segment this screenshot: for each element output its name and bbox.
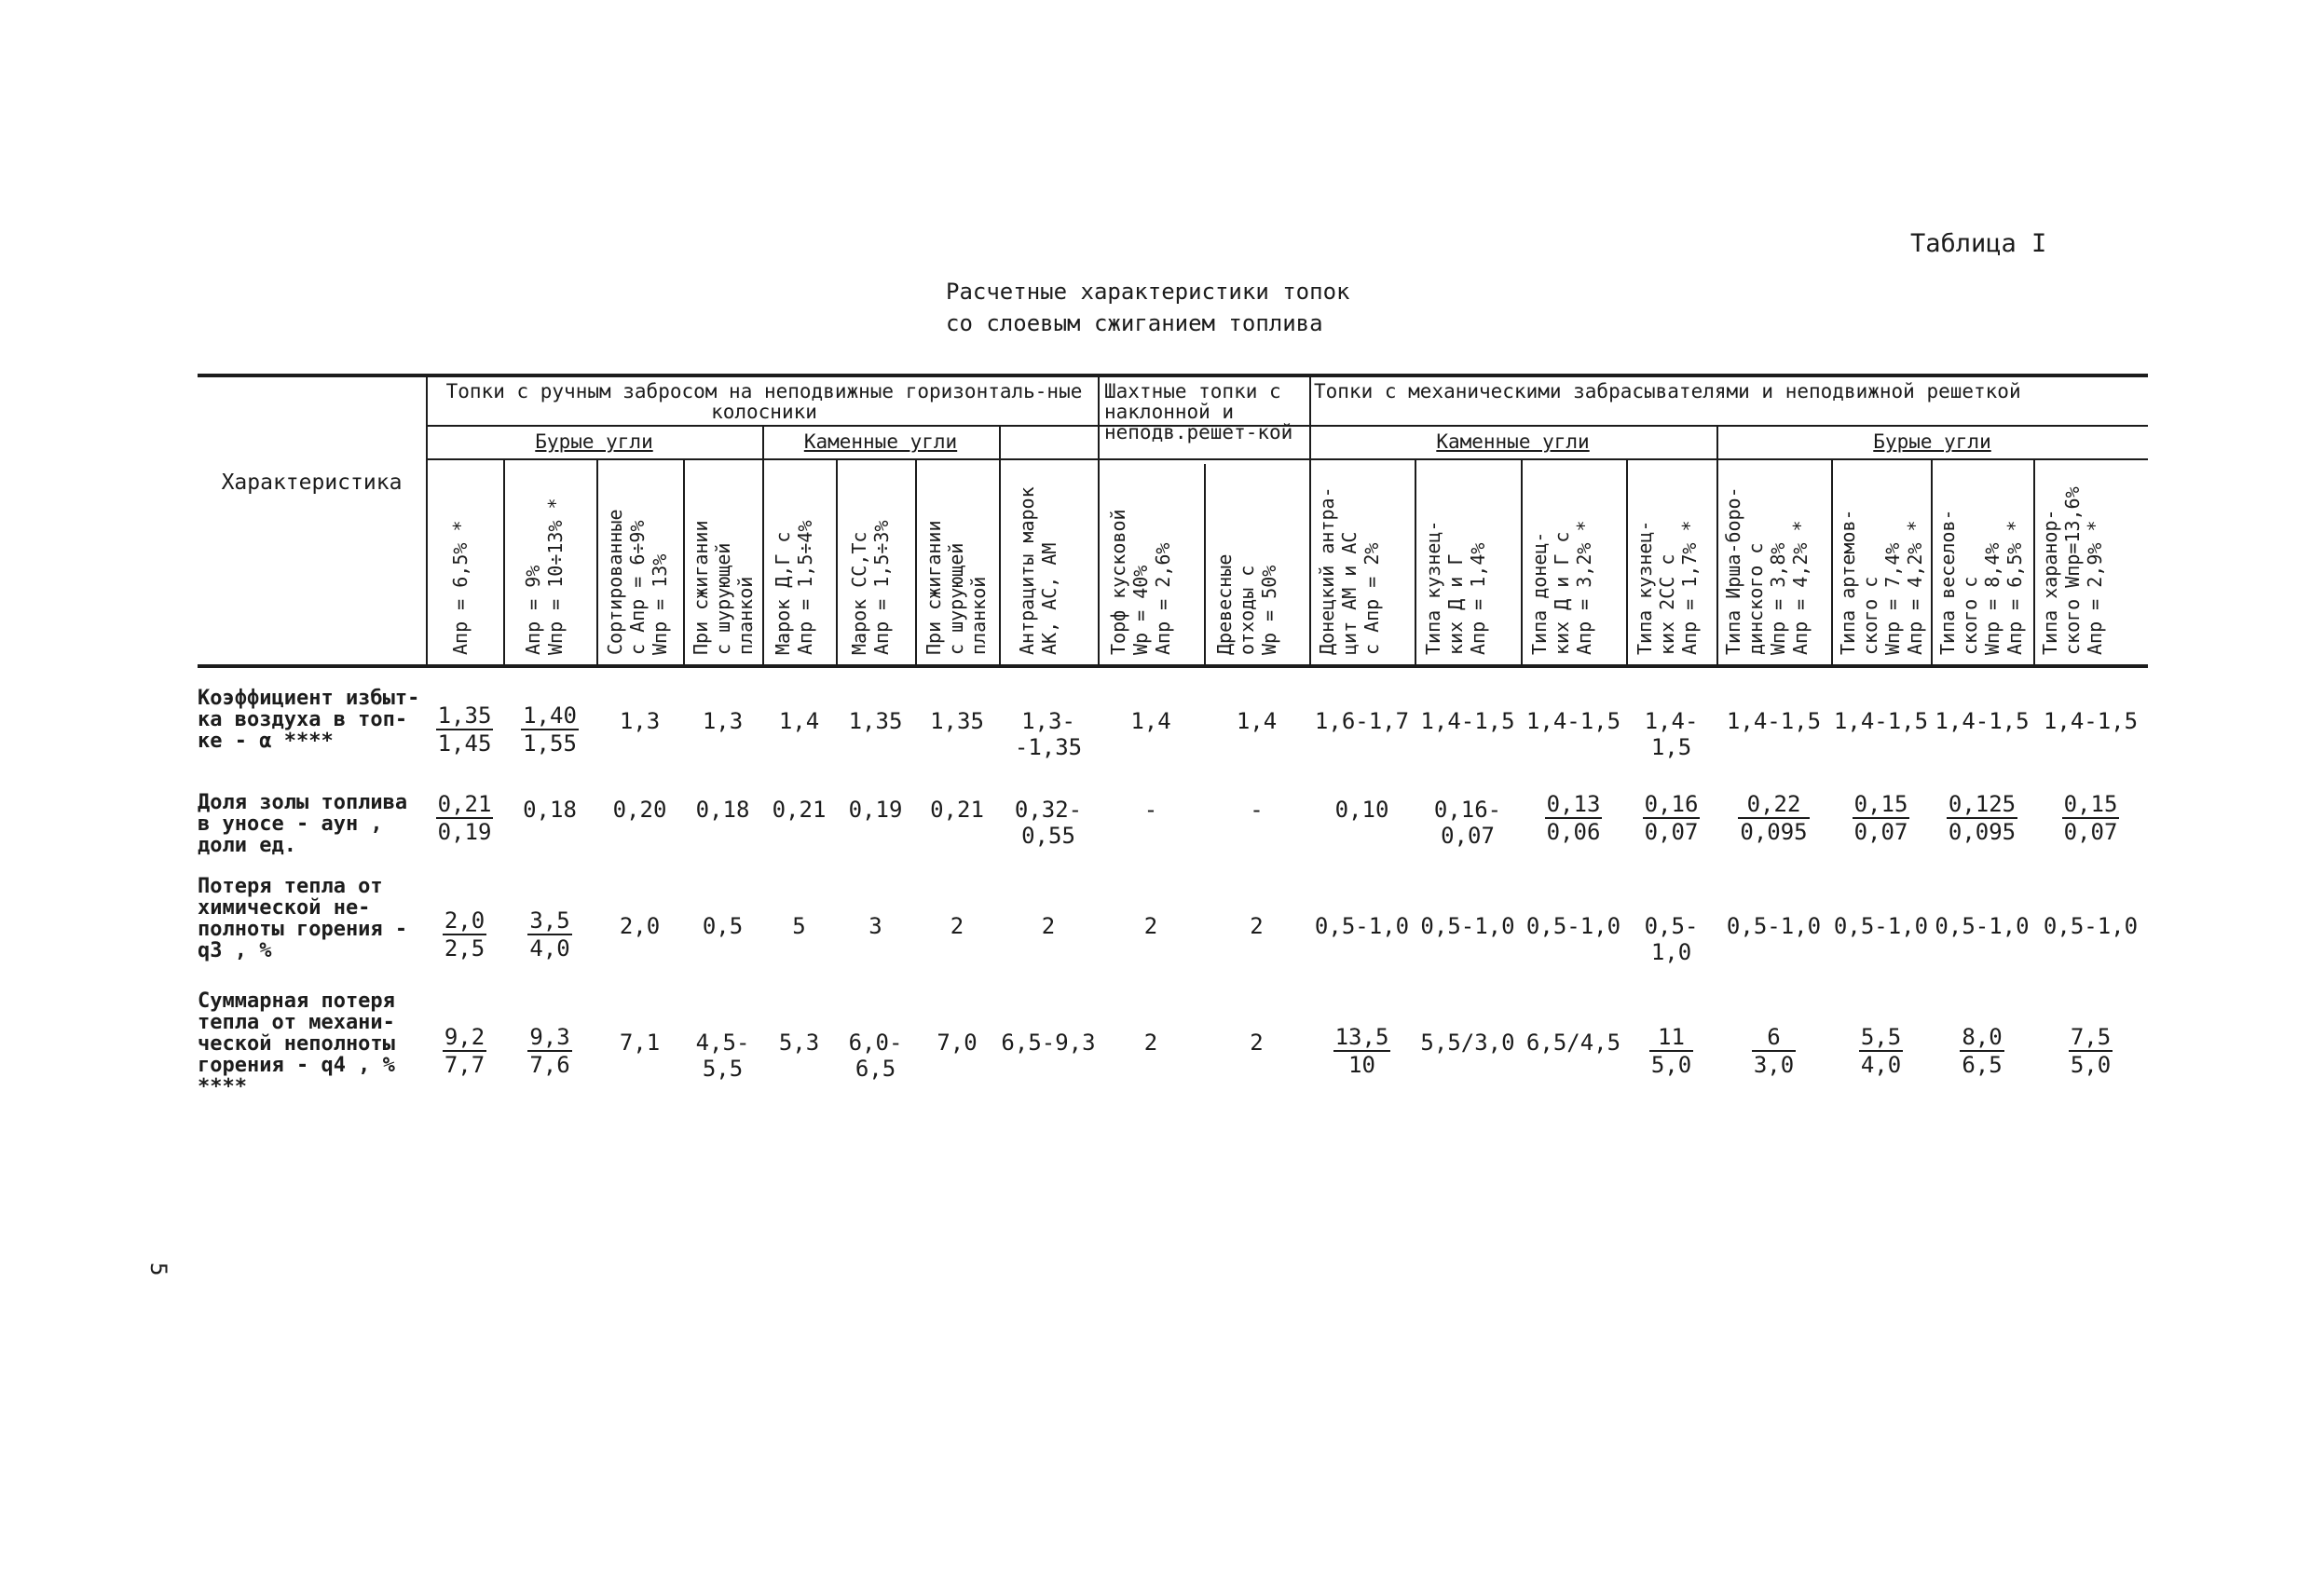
col-divider	[426, 374, 428, 664]
column-header: Типа кузнец- ких 2СС с Aпр = 1,7% *	[1634, 520, 1701, 655]
fraction-numerator: 8,0	[1962, 1024, 2003, 1050]
table-cell: 0,5-1,0	[1833, 913, 1929, 939]
table-number: Таблица I	[1910, 229, 2047, 258]
col-divider	[836, 458, 838, 664]
table-cell	[503, 1024, 596, 1078]
col-divider	[762, 425, 764, 664]
table-cell: 0,5-1,0	[1525, 913, 1621, 939]
table-cell	[1626, 1024, 1716, 1078]
col-divider	[503, 458, 505, 664]
table-cell: 1,6-1,7	[1314, 708, 1410, 734]
column-header: Марок СС,Тс Aпр = 1,5÷3%	[848, 520, 893, 655]
table-cell: 1,35	[930, 708, 984, 734]
fraction-denominator: 5,0	[1650, 1052, 1692, 1078]
header-characteristic: Характеристика	[221, 471, 403, 495]
table-cell	[1931, 1024, 2033, 1078]
column-header: При сжигании с шурующей планкой	[923, 520, 990, 655]
table-cell: 0,21	[772, 797, 827, 823]
column-header: Типа артемов- ского с Wпр = 7,4% Aпр = 4,2% *	[1837, 509, 1926, 655]
fraction-denominator: 7,6	[529, 1052, 570, 1078]
rule-header-bottom	[198, 664, 2148, 668]
col-divider	[683, 458, 685, 664]
table-cell: 1,3	[702, 708, 744, 734]
table-cell: 1,4-1,5	[1644, 708, 1699, 760]
column-header: Типа донец- ких Д и Г с Aпр = 3,2% *	[1528, 520, 1595, 655]
col-divider	[1716, 425, 1718, 664]
table-cell: 0,5-1,0	[1420, 913, 1515, 939]
table-cell: 2	[1041, 913, 1056, 939]
table-cell	[1626, 791, 1716, 845]
table-cell: 3	[868, 913, 882, 939]
fraction-denominator: 10	[1348, 1052, 1375, 1078]
table-cell	[426, 703, 503, 757]
table-cell: 1,4-1,5	[1726, 708, 1822, 734]
table-cell: 4,5-5,5	[695, 1030, 750, 1082]
side-page-number: 5	[145, 1262, 171, 1276]
table-cell	[1716, 791, 1831, 845]
fraction-denominator: 0,07	[1644, 819, 1699, 845]
fraction-denominator: 1,55	[523, 730, 577, 757]
table-cell: 2	[1250, 913, 1264, 939]
fraction-denominator: 1,45	[437, 730, 492, 757]
table-cell: 0,18	[695, 797, 750, 823]
table-cell: 7,0	[937, 1030, 978, 1056]
table-cell: 7,1	[619, 1030, 661, 1056]
column-header: Aпр = 6,5% *	[449, 520, 472, 655]
table-cell: 0,5	[702, 913, 744, 939]
table-cell: 1,4-1,5	[1935, 708, 2030, 734]
col-divider	[596, 458, 598, 664]
table-cell: 6,5-9,3	[1001, 1030, 1096, 1056]
column-header: Типа Ирша-боро- динского с Wпр = 3,8% Aпр = 4,2% *	[1722, 486, 1812, 655]
table-cell: 0,5-1,0	[1644, 913, 1699, 965]
fraction-numerator: 1,35	[437, 703, 492, 729]
fraction-denominator: 0,095	[1948, 819, 2017, 845]
column-header: Антрациты марок АК, АС, АМ	[1016, 486, 1060, 655]
fraction-numerator: 0,16	[1644, 791, 1699, 817]
rule-top	[198, 374, 2148, 377]
column-header: Типа веселов- ского с Wпр = 8,4% Aпр = 6,5% *	[1936, 509, 2026, 655]
fraction-numerator: 9,2	[444, 1024, 485, 1050]
fraction-denominator: 0,06	[1546, 819, 1601, 845]
table-cell: 1,4-1,5	[1525, 708, 1621, 734]
table-cell: 2	[950, 913, 964, 939]
column-header: Древесные отходы с Wр = 50%	[1213, 553, 1280, 655]
col-divider	[915, 458, 917, 664]
subgroup-brown-mech: Бурые угли	[1873, 430, 1991, 453]
fraction-denominator: 5,0	[2070, 1052, 2112, 1078]
table-cell	[426, 791, 503, 845]
column-header: Типа кузнец- ких Д и Г Aпр = 1,4%	[1422, 520, 1489, 655]
fraction-numerator: 0,21	[437, 791, 492, 817]
title-line-2: со слоевым сжиганием топлива	[946, 310, 1323, 336]
table-cell: 1,4	[1130, 708, 1171, 734]
table-cell	[1831, 791, 1931, 845]
col-divider	[1309, 374, 1311, 664]
table-cell: 0,18	[523, 797, 577, 823]
table-cell: -	[1250, 797, 1264, 823]
fraction-denominator: 3,0	[1753, 1052, 1795, 1078]
table-cell: 0,5-1,0	[2043, 913, 2139, 939]
table-cell	[1309, 1024, 1415, 1078]
table-cell: 1,4-1,5	[1420, 708, 1515, 734]
table-cell: 0,20	[612, 797, 667, 823]
fraction-denominator: 0,19	[437, 819, 492, 845]
table-cell: 5	[792, 913, 806, 939]
fraction-denominator: 6,5	[1962, 1052, 2003, 1078]
column-header: Типа харанор- ского Wпр=13,6% Aпр = 2,9% *	[2039, 486, 2106, 655]
table-cell	[2033, 1024, 2148, 1078]
table-cell: 1,4-1,5	[2043, 708, 2139, 734]
fraction-numerator: 0,15	[2063, 791, 2118, 817]
table-cell	[503, 703, 596, 757]
row-label: Потеря тепла от химической не-полноты горения - q3 , %	[198, 875, 408, 962]
table-cell	[1521, 791, 1626, 845]
table-cell: 2,0	[619, 913, 661, 939]
table-cell: 0,16-0,07	[1433, 797, 1502, 849]
fraction-numerator: 13,5	[1334, 1024, 1389, 1050]
col-divider	[1415, 458, 1416, 664]
column-header: При сжигании с шурующей планкой	[690, 520, 757, 655]
table-cell: 2	[1143, 1030, 1158, 1056]
fraction-numerator: 3,5	[529, 907, 570, 934]
table-cell	[426, 1024, 503, 1078]
fraction-numerator: 0,15	[1853, 791, 1908, 817]
fraction-numerator: 0,125	[1948, 791, 2017, 817]
fraction-numerator: 7,5	[2070, 1024, 2112, 1050]
table-cell: 2	[1143, 913, 1158, 939]
col-divider	[1204, 464, 1206, 664]
title-line-1: Расчетные характеристики топок	[946, 279, 1350, 305]
table-cell: 0,5-1,0	[1726, 913, 1822, 939]
table-cell	[1931, 791, 2033, 845]
column-header: Донецкий антра- цит АМ и АС с Aпр = 2%	[1316, 486, 1383, 655]
col-divider	[1931, 458, 1933, 664]
group-shaft: Шахтные топки с наклонной и неподв.решет-кой	[1104, 380, 1293, 443]
table-cell: 0,19	[848, 797, 903, 823]
fraction-numerator: 2,0	[444, 907, 485, 934]
column-header: Сортированные с Aпр = 6÷9% Wпр = 13%	[604, 509, 671, 655]
row-label: Суммарная потеря тепла от механи-ческой неполноты горения - q4 , % ****	[198, 989, 395, 1098]
table-cell: 5,5/3,0	[1420, 1030, 1515, 1056]
row-label: Коэффициент избыт-ка воздуха в топ-ке - α ****	[198, 687, 420, 753]
row-label: Доля золы топлива в уносе - aун , доли ед.	[198, 791, 408, 857]
table-cell: 1,4-1,5	[1833, 708, 1929, 734]
fraction-numerator: 11	[1649, 1024, 1693, 1052]
table-cell: 6,0-6,5	[848, 1030, 903, 1082]
table-cell: 6,5/4,5	[1525, 1030, 1621, 1056]
subgroup-stone-mech: Каменные угли	[1436, 430, 1590, 453]
table-cell	[503, 907, 596, 962]
table-cell	[426, 907, 503, 962]
fraction-denominator: 4,0	[1860, 1052, 1902, 1078]
fraction-numerator: 9,3	[529, 1024, 570, 1050]
table-cell: 2	[1250, 1030, 1264, 1056]
fraction-denominator: 0,07	[1853, 819, 1908, 845]
col-divider	[1626, 458, 1628, 664]
subgroup-stone-manual: Каменные угли	[803, 430, 958, 453]
fraction-numerator: 5,5	[1860, 1024, 1902, 1050]
table-cell: 1,4	[1236, 708, 1278, 734]
table-cell: 0,5-1,0	[1314, 913, 1410, 939]
group-manual-grate: Топки с ручным забросом на неподвижные горизонталь-ные колосники	[445, 380, 1083, 423]
column-header: Торф кусковой Wр = 40% Aпр = 2,6%	[1107, 509, 1174, 655]
col-divider	[1831, 458, 1833, 664]
table-cell	[2033, 791, 2148, 845]
table-cell: -	[1143, 797, 1158, 823]
table-title	[946, 276, 1430, 339]
col-divider	[999, 425, 1001, 664]
table-cell: 1,3--1,35	[1014, 708, 1083, 760]
fraction-denominator: 7,7	[444, 1052, 485, 1078]
table-cell	[1716, 1024, 1831, 1078]
fraction-denominator: 4,0	[529, 935, 570, 962]
col-divider	[1098, 374, 1100, 664]
column-header: Aпр = 9% Wпр = 10÷13% *	[522, 498, 567, 655]
fraction-numerator: 0,13	[1546, 791, 1601, 817]
table-cell: 0,21	[930, 797, 984, 823]
table-cell: 0,10	[1334, 797, 1389, 823]
group-mechanical: Топки с механическими забрасывателями и неподвижной решеткой	[1314, 380, 2021, 402]
table-cell: 1,3	[619, 708, 661, 734]
col-divider	[2033, 458, 2035, 664]
fraction-denominator: 0,07	[2063, 819, 2118, 845]
table-cell: 1,4	[778, 708, 820, 734]
table-cell: 1,35	[848, 708, 903, 734]
fraction-numerator: 0,22	[1738, 791, 1809, 819]
fraction-denominator: 2,5	[444, 935, 485, 962]
fraction-numerator: 6	[1752, 1024, 1796, 1052]
table-cell: 0,32-0,55	[1014, 797, 1083, 849]
table-cell: 0,5-1,0	[1935, 913, 2030, 939]
table-cell	[1831, 1024, 1931, 1078]
table-cell: 5,3	[778, 1030, 820, 1056]
fraction-numerator: 1,40	[523, 703, 577, 729]
col-divider	[1521, 458, 1523, 664]
fraction-denominator: 0,095	[1740, 819, 1808, 845]
subgroup-brown-manual: Бурые угли	[535, 430, 653, 453]
column-header: Марок Д,Г с Aпр = 1,5÷4%	[772, 520, 816, 655]
